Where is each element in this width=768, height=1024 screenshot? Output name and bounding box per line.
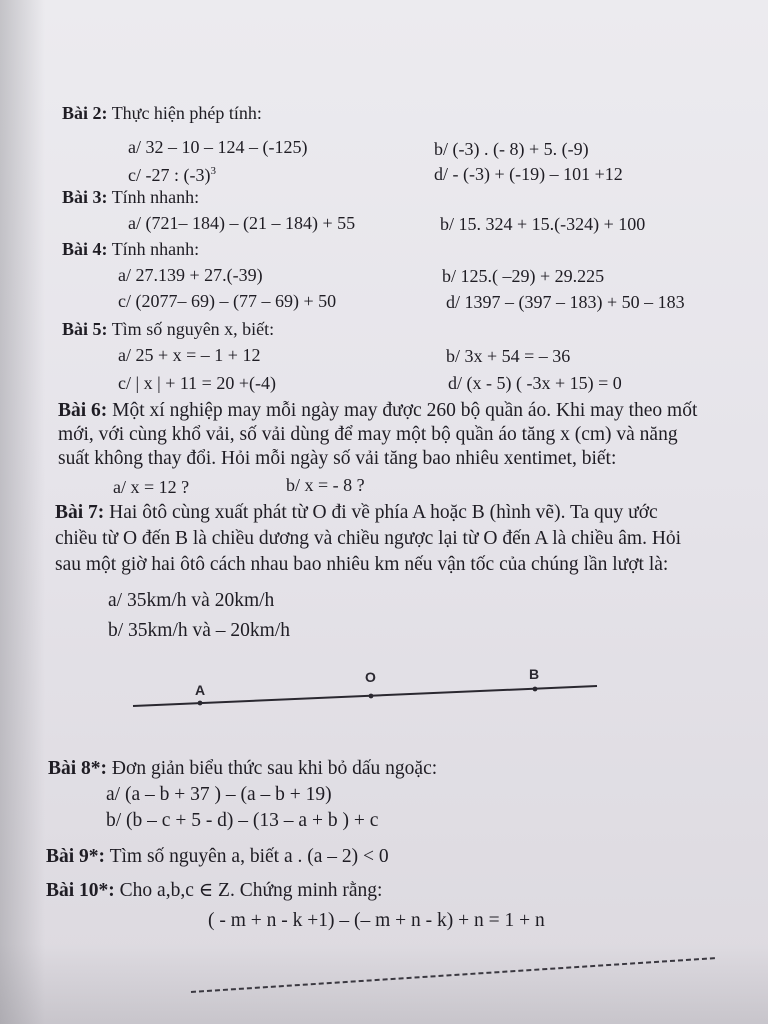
point-b-label: B: [529, 666, 540, 682]
bai6-item-a: a/ x = 12 ?: [113, 477, 190, 497]
bai4-title: Tính nhanh:: [107, 239, 200, 259]
bai2-title: Thực hiện phép tính:: [107, 103, 262, 123]
bai5-item-b: b/ 3x + 54 = – 36: [446, 346, 571, 366]
bai7-line3: sau một giờ hai ôtô cách nhau bao nhiêu km nếu vận tốc của chúng lần lượt là:: [55, 554, 669, 575]
bai3-label: Bài 3:: [62, 187, 108, 207]
bai6-line1: [58, 400, 697, 422]
bai2-item-c-text: c/ -27 : (-3): [128, 165, 211, 185]
point-a-dot: [198, 701, 203, 706]
bai4-item-b: b/ 125.( –29) + 29.225: [442, 266, 605, 286]
bai4-heading: [62, 238, 199, 260]
point-o-label: O: [365, 669, 376, 685]
bai6-line3: suất không thay đổi. Hỏi mỗi ngày số vải tăng bao nhiêu xentimet, biết:: [58, 448, 617, 469]
bai9-title: Tìm số nguyên a, biết a . (a – 2) < 0: [105, 846, 389, 867]
bai7-line2: chiều từ O đến B là chiều dương và chiều ngược lại từ O đến A là chiều âm. Hỏi: [55, 528, 682, 549]
bai2-item-c: [128, 160, 216, 186]
bai10-label: Bài 10*:: [46, 880, 115, 901]
number-line-diagram: [125, 660, 605, 720]
bai6-item-b: b/ x = - 8 ?: [286, 475, 365, 495]
bai3-title: Tính nhanh:: [107, 187, 200, 207]
bai4-item-d: d/ 1397 – (397 – 183) + 50 – 183: [446, 292, 685, 312]
bai7-item-a: a/ 35km/h và 20km/h: [108, 590, 275, 611]
bai5-label: Bài 5:: [62, 319, 108, 339]
bai7-text1: Hai ôtô cùng xuất phát từ O đi về phía A hoặc B (hình vẽ). Ta quy ước: [104, 502, 658, 523]
bai2-item-a: a/ 32 – 10 – 124 – (-125): [128, 137, 308, 157]
bai6-text1: Một xí nghiệp may mỗi ngày may được 260 bộ quần áo. Khi may theo mốt: [107, 400, 698, 421]
bai5-item-d: d/ (x - 5) ( -3x + 15) = 0: [448, 373, 622, 393]
bai9-heading: [46, 846, 389, 868]
dashed-separator: [185, 950, 725, 1000]
bai5-heading: [62, 318, 274, 340]
bai2-item-d: d/ - (-3) + (-19) – 101 +12: [434, 164, 623, 184]
bai8-heading: [48, 758, 437, 780]
bai8-label: Bài 8*:: [48, 758, 108, 779]
bai5-item-c: c/ | x | + 11 = 20 +(-4): [118, 373, 276, 393]
bai3-item-b: b/ 15. 324 + 15.(-324) + 100: [440, 214, 646, 234]
bai4-label: Bài 4:: [62, 239, 108, 259]
bai10-heading: [46, 880, 382, 902]
bai6-label: Bài 6:: [58, 400, 108, 421]
point-o-dot: [369, 694, 374, 699]
bai5-title: Tìm số nguyên x, biết:: [107, 319, 275, 339]
bai3-item-a: a/ (721– 184) – (21 – 184) + 55: [128, 213, 356, 233]
bai10-title: Cho a,b,c ∈ Z. Chứng minh rằng:: [114, 880, 383, 901]
point-a-label: A: [195, 682, 206, 698]
bai10-formula: ( - m + n - k +1) – (– m + n - k) + n = 1 + n: [208, 910, 545, 931]
bai4-item-a: a/ 27.139 + 27.(-39): [118, 265, 263, 285]
bai2-item-c-exponent: 3: [210, 165, 216, 177]
bai8-title: Đơn giản biểu thức sau khi bỏ dấu ngoặc:: [107, 758, 438, 779]
bai7-item-b: b/ 35km/h và – 20km/h: [108, 620, 290, 641]
dashed-line: [191, 958, 717, 992]
bai5-item-a: a/ 25 + x = – 1 + 12: [118, 345, 261, 365]
bai4-item-c: c/ (2077– 69) – (77 – 69) + 50: [118, 291, 337, 311]
bai7-line1: [55, 502, 658, 524]
bai8-item-a: a/ (a – b + 37 ) – (a – b + 19): [106, 784, 332, 805]
bai3-heading: [62, 186, 199, 208]
page-shadow-left: [0, 0, 45, 1024]
point-b-dot: [533, 687, 538, 692]
bai2-heading: [62, 102, 262, 124]
bai8-item-b: b/ (b – c + 5 - d) – (13 – a + b ) + c: [106, 810, 379, 831]
bai6-line2: mới, với cùng khổ vải, số vải dùng để may một bộ quần áo tăng x (cm) và năng: [58, 424, 678, 445]
bai7-label: Bài 7:: [55, 502, 105, 523]
bai2-item-b: b/ (-3) . (- 8) + 5. (-9): [434, 139, 589, 159]
bai2-label: Bài 2:: [62, 103, 108, 123]
bai9-label: Bài 9*:: [46, 846, 106, 867]
